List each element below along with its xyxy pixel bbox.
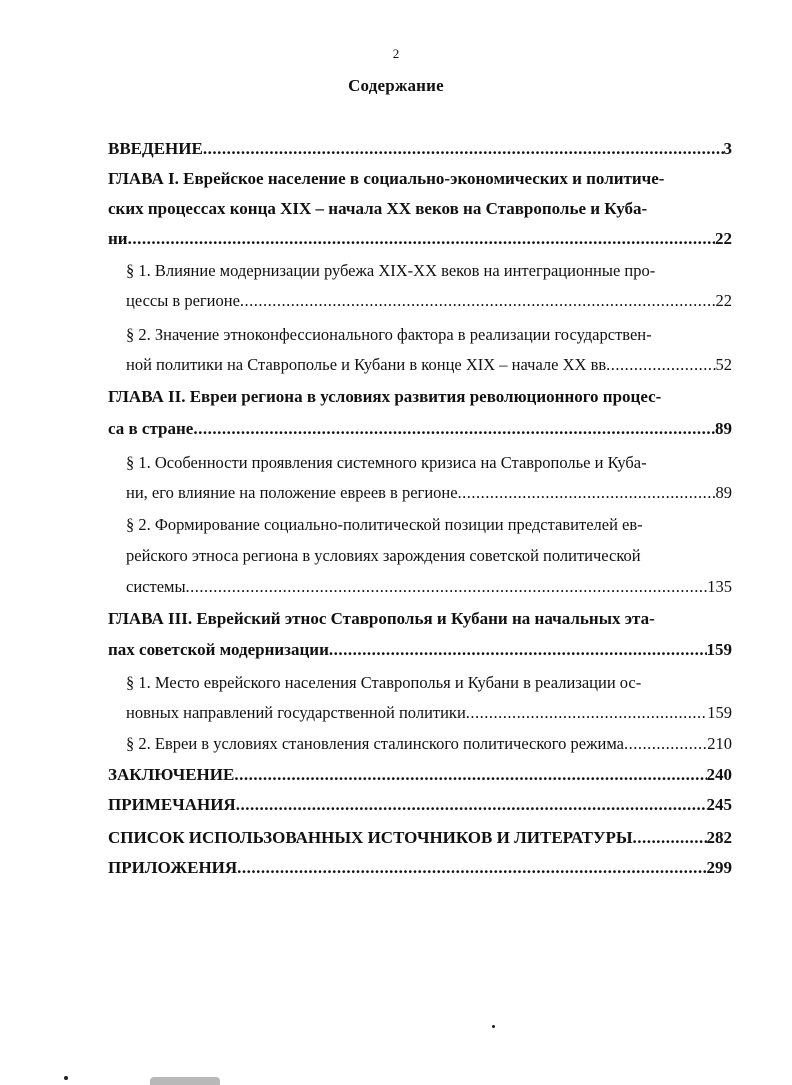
toc-section-1-2-line-2[interactable]: ной политики на Ставрополье и Кубани в конце XIX – начале XX вв ..... 52	[126, 350, 732, 380]
toc-page-number: 89	[715, 483, 732, 502]
toc-section-3-1-line-2[interactable]: новных направлений государственной политики ..... 159	[126, 698, 732, 728]
toc-chapter-2-line-1[interactable]: ГЛАВА II. Евреи региона в условиях развития революционного процес-	[108, 387, 662, 406]
toc-page-number: 22	[715, 291, 732, 310]
toc-section-1-1-line-1[interactable]: § 1. Влияние модернизации рубежа XIX-XX веков на интеграционные про-	[126, 261, 656, 280]
page-number: 2	[392, 46, 400, 61]
toc-page-number: 159	[707, 703, 732, 722]
toc-section-2-2-line-1[interactable]: § 2. Формирование социально-политической позиции представителей ев-	[126, 515, 643, 534]
toc-page-number: 240	[706, 765, 732, 784]
toc-chapter-2-line-2[interactable]: са в стране ..... 89	[108, 414, 732, 444]
toc-page-number: 3	[723, 139, 732, 158]
toc-chapter-3-line-2[interactable]: пах советской модернизации ..... 159	[108, 635, 732, 665]
scan-smudge	[150, 1077, 220, 1085]
toc-entry-notes[interactable]: ПРИМЕЧАНИЯ ..... 245	[108, 790, 732, 820]
page-title: Содержание	[348, 76, 444, 95]
scan-speck	[492, 1025, 495, 1028]
toc-page-number: 22	[715, 229, 732, 248]
toc-page-number: 299	[706, 858, 732, 877]
toc-section-3-1-line-1[interactable]: § 1. Место еврейского населения Ставрополья и Кубани в реализации ос-	[126, 673, 642, 692]
scan-speck	[64, 1076, 68, 1080]
toc-chapter-3-line-1[interactable]: ГЛАВА III. Еврейский этнос Ставрополья и Кубани на начальных эта-	[108, 609, 655, 628]
toc-section-1-2-line-1[interactable]: § 2. Значение этноконфессионального фактора в реализации государствен-	[126, 325, 652, 344]
toc-section-2-2-line-3[interactable]: системы ..... 135	[126, 572, 732, 602]
toc-page-number: 245	[706, 795, 732, 814]
toc-page-number: 282	[706, 828, 732, 847]
toc-section-2-1-line-1[interactable]: § 1. Особенности проявления системного кризиса на Ставрополье и Куба-	[126, 453, 647, 472]
toc-section-1-1-line-2[interactable]: цессы в регионе ..... 22	[126, 286, 732, 316]
toc-entry-introduction[interactable]: ВВЕДЕНИЕ ..... 3	[108, 134, 732, 164]
toc-section-2-2-line-2[interactable]: рейского этноса региона в условиях зарождения советской политической	[126, 546, 641, 565]
toc-chapter-1-line-1[interactable]: ГЛАВА I. Еврейское население в социально-экономических и политиче-	[108, 169, 665, 188]
toc-entry-conclusion[interactable]: ЗАКЛЮЧЕНИЕ ..... 240	[108, 760, 732, 790]
toc-page-number: 159	[706, 640, 732, 659]
toc-page-number: 89	[715, 419, 732, 438]
toc-chapter-1-line-2[interactable]: ских процессах конца XIX – начала XX веков на Ставрополье и Куба-	[108, 199, 648, 218]
toc-entry-appendix[interactable]: ПРИЛОЖЕНИЯ ..... 299	[108, 853, 732, 883]
toc-page-number: 135	[707, 577, 732, 596]
toc-page-number: 52	[715, 355, 732, 374]
toc-entry-sources[interactable]: СПИСОК ИСПОЛЬЗОВАННЫХ ИСТОЧНИКОВ И ЛИТЕРАТУРЫ ..... 282	[108, 823, 732, 853]
toc-page-number: 210	[707, 734, 732, 753]
toc-section-2-1-line-2[interactable]: ни, его влияние на положение евреев в регионе ..... 89	[126, 478, 732, 508]
toc-section-3-2[interactable]: § 2. Евреи в условиях становления сталинского политического режима ..... 210	[126, 729, 732, 759]
toc-chapter-1-line-3[interactable]: ни ..... 22	[108, 224, 732, 254]
